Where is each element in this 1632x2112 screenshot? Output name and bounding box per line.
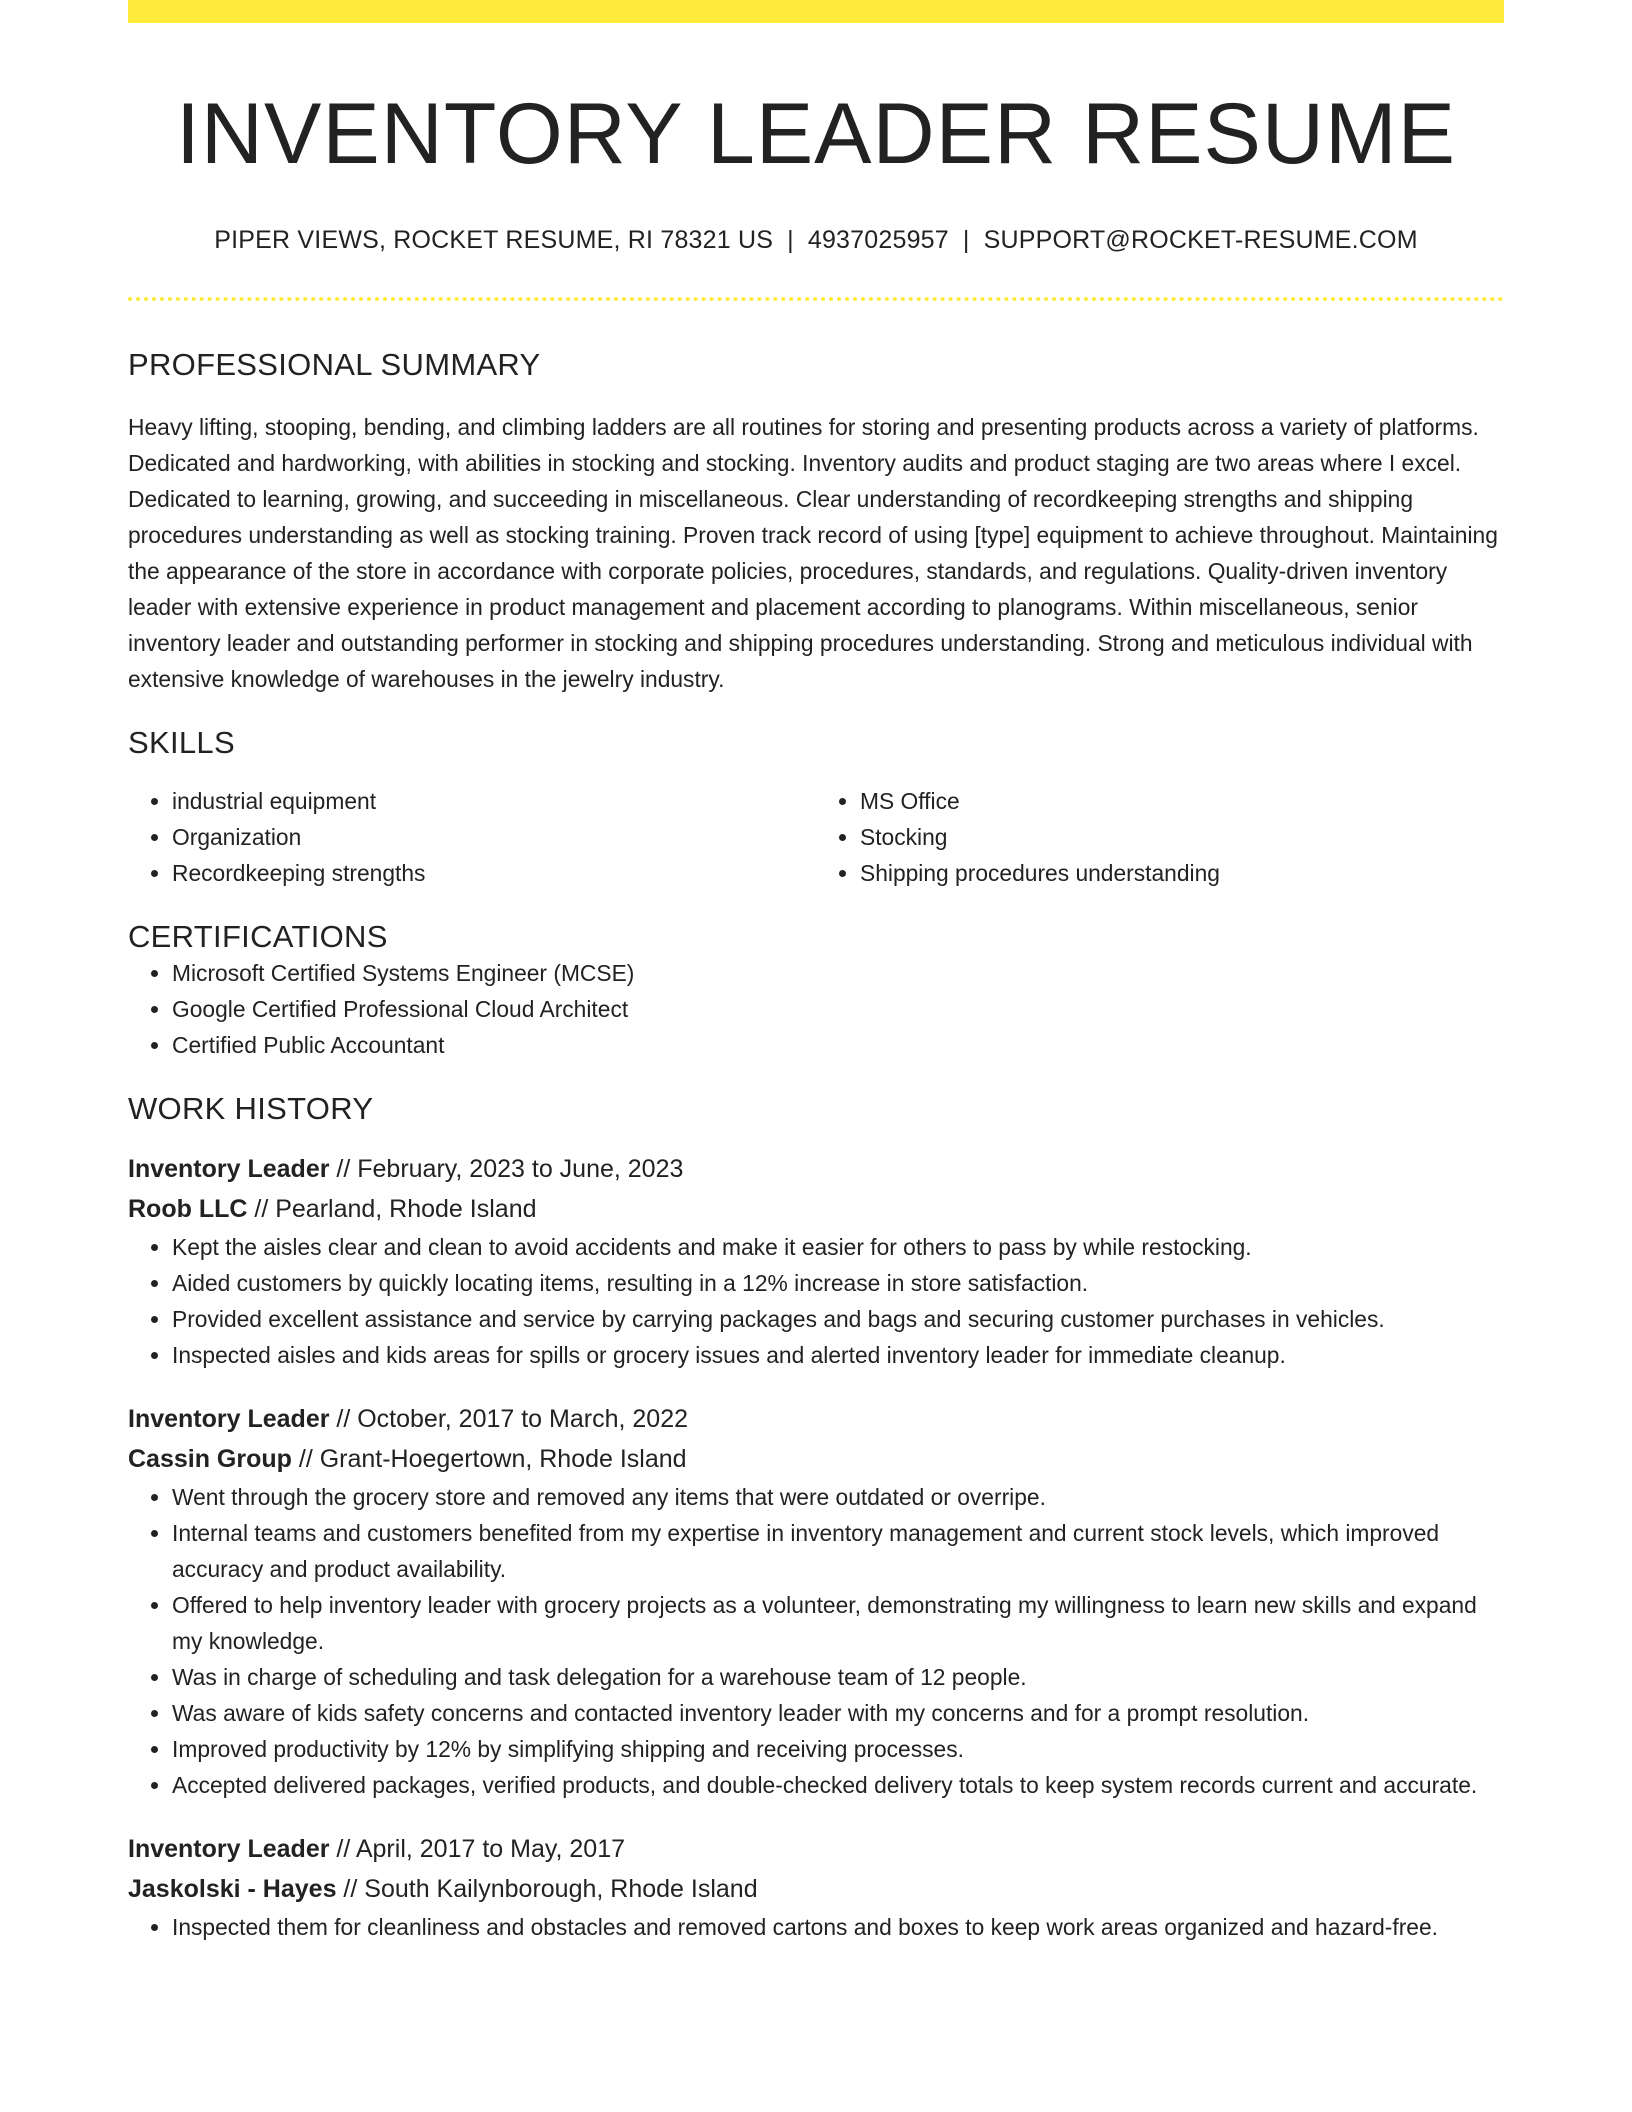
- job-dates: // February, 2023 to June, 2023: [329, 1154, 684, 1183]
- job-company-line: [128, 1869, 1504, 1909]
- certification-item: • Google Certified Professional Cloud Architect: [172, 991, 1504, 1027]
- summary-heading: PROFESSIONAL SUMMARY: [128, 346, 541, 382]
- duty-item: • Internal teams and customers benefited from my expertise in inventory management and current stock levels, which improved accuracy and product availability.: [172, 1515, 1504, 1587]
- contact-phone: 4937025957: [807, 225, 949, 254]
- duty-item: • Accepted delivered packages, verified products, and double-checked delivery totals to keep system records current and accurate.: [172, 1767, 1504, 1803]
- duty-item: • Kept the aisles clear and clean to avoid accidents and make it easier for others to pass by while restocking.: [172, 1229, 1504, 1265]
- dotted-divider: [128, 297, 1504, 301]
- job-company: Jaskolski - Hayes: [128, 1874, 337, 1903]
- job-role: Inventory Leader: [128, 1834, 330, 1863]
- duty-item: • Aided customers by quickly locating items, resulting in a 12% increase in store satisfaction.: [172, 1265, 1504, 1301]
- contact-email: SUPPORT@ROCKET-RESUME.COM: [983, 225, 1418, 254]
- job-duties: [128, 1479, 1504, 1803]
- job-company-line: [128, 1189, 1504, 1229]
- job-title-line: [128, 1399, 1504, 1439]
- job-location: // Grant-Hoegertown, Rhode Island: [291, 1444, 687, 1473]
- job-role: Inventory Leader: [128, 1154, 330, 1183]
- skills-list: [128, 783, 1504, 891]
- job-dates: // October, 2017 to March, 2022: [329, 1404, 688, 1433]
- job-duties: [128, 1229, 1504, 1373]
- skill-item: • MS Office: [860, 783, 1504, 819]
- skill-item: • Recordkeeping strengths: [172, 855, 816, 891]
- job-dates: // April, 2017 to May, 2017: [329, 1834, 625, 1863]
- duty-item: • Inspected aisles and kids areas for spills or grocery issues and alerted inventory leader for immediate cleanup.: [172, 1337, 1504, 1373]
- job-title-line: [128, 1829, 1504, 1869]
- duty-item: • Was aware of kids safety concerns and contacted inventory leader with my concerns and for a prompt resolution.: [172, 1695, 1504, 1731]
- contact-separator: |: [962, 225, 970, 254]
- skill-item: • Stocking: [860, 819, 1504, 855]
- skills-heading: SKILLS: [128, 724, 235, 760]
- job-company: Cassin Group: [128, 1444, 292, 1473]
- skill-item: • industrial equipment: [172, 783, 816, 819]
- skill-item: • Organization: [172, 819, 816, 855]
- job-company-line: [128, 1439, 1504, 1479]
- duty-item: • Was in charge of scheduling and task delegation for a warehouse team of 12 people.: [172, 1659, 1504, 1695]
- certifications-list: [128, 955, 1504, 1063]
- job-location: // South Kailynborough, Rhode Island: [336, 1874, 758, 1903]
- summary-text: Heavy lifting, stooping, bending, and climbing ladders are all routines for storing and presenting products across a variety of platforms. Dedicated and hardworking, with abilities in stocking and stocking. Inventory audits and product staging are two areas where I excel. Dedicated to learning, growing, and succeeding in miscellaneous. Clear understanding of recordkeeping strengths and shipping procedures understanding as well as stocking training. Proven track record of using [type] equipment to achieve throughout. Maintaining the appearance of the store in accordance with corporate policies, procedures, standards, and regulations. Quality-driven inventory leader with extensive experience in product management and placement according to planograms. Within miscellaneous, senior inventory leader and outstanding performer in stocking and shipping procedures understanding. Strong and meticulous individual with extensive knowledge of warehouses in the jewelry industry.: [128, 413, 1498, 692]
- job-duties: [128, 1909, 1504, 1945]
- resume-page: [128, 0, 1504, 1945]
- duty-item: • Offered to help inventory leader with grocery projects as a volunteer, demonstrating my willingness to learn new skills and expand my knowledge.: [172, 1587, 1504, 1659]
- job-entry: [128, 1149, 1504, 1373]
- job-entry: [128, 1829, 1504, 1945]
- accent-bar: [128, 0, 1504, 23]
- skill-item: • Shipping procedures understanding: [860, 855, 1504, 891]
- certification-item: • Microsoft Certified Systems Engineer (MCSE): [172, 955, 1504, 991]
- resume-title: INVENTORY LEADER RESUME: [176, 86, 1456, 182]
- skills-column-left: [128, 783, 816, 891]
- skills-column-right: [816, 783, 1504, 891]
- job-company: Roob LLC: [128, 1194, 248, 1223]
- certifications-heading: CERTIFICATIONS: [128, 918, 388, 954]
- duty-item: • Provided excellent assistance and service by carrying packages and bags and securing customer purchases in vehicles.: [172, 1301, 1504, 1337]
- contact-line: [128, 226, 1504, 255]
- contact-address: PIPER VIEWS, ROCKET RESUME, RI 78321 US: [214, 225, 774, 254]
- job-location: // Pearland, Rhode Island: [247, 1194, 537, 1223]
- duty-item: • Improved productivity by 12% by simplifying shipping and receiving processes.: [172, 1731, 1504, 1767]
- job-role: Inventory Leader: [128, 1404, 330, 1433]
- contact-separator: |: [787, 225, 794, 254]
- work-history-heading: WORK HISTORY: [128, 1090, 374, 1126]
- job-entry: [128, 1399, 1504, 1803]
- duty-item: • Went through the grocery store and removed any items that were outdated or overripe.: [172, 1479, 1504, 1515]
- job-title-line: [128, 1149, 1504, 1189]
- certification-item: • Certified Public Accountant: [172, 1027, 1504, 1063]
- duty-item: • Inspected them for cleanliness and obstacles and removed cartons and boxes to keep work areas organized and hazard-free.: [172, 1909, 1504, 1945]
